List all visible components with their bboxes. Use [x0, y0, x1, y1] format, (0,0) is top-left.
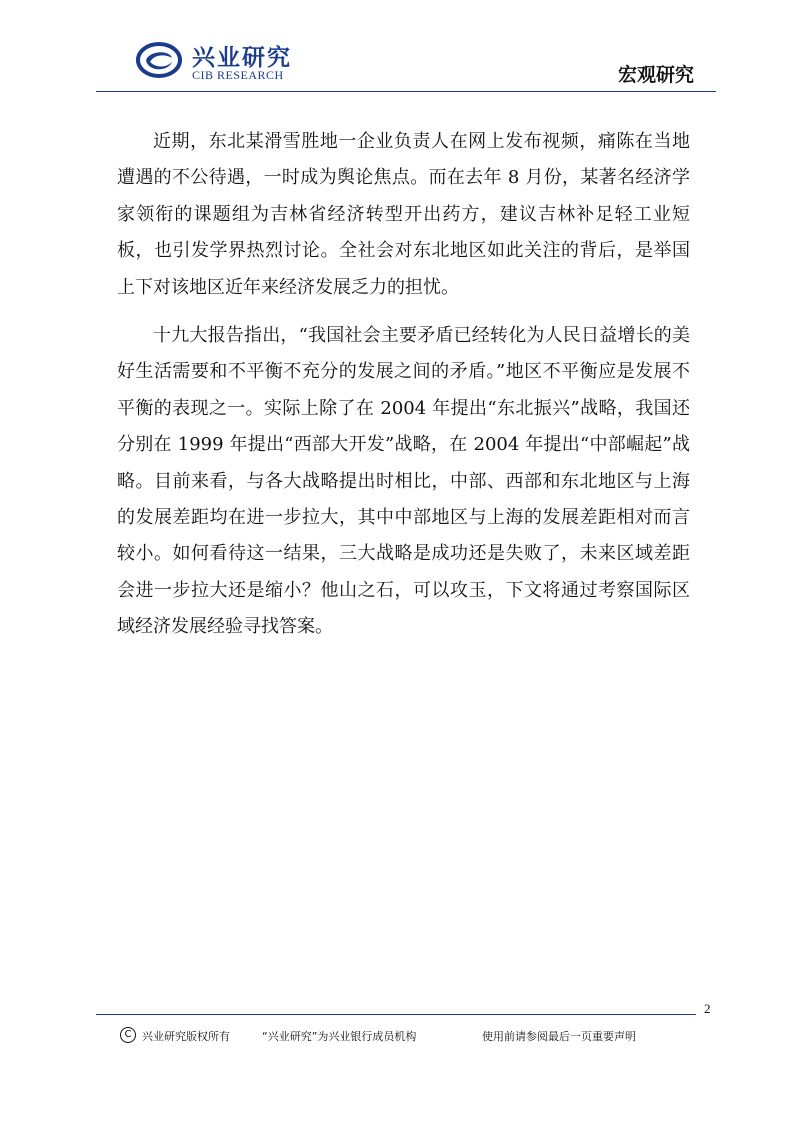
copyright-icon: C: [120, 1027, 136, 1043]
footer-affiliation: “兴业研究”为兴业银行成员机构: [262, 1030, 417, 1043]
page-number: 2: [704, 1001, 711, 1016]
cib-logo-icon: [136, 42, 182, 78]
paragraph-1: 近期，东北某滑雪胜地一企业负责人在网上发布视频，痛陈在当地遭遇的不公待遇，一时成为舆论焦点。而在去年 8 月份，某著名经济学家领衔的课题组为吉林省经济转型开出药方，建议吉林补足轻工业短板，也引发学界热烈讨论。全社会对东北地区如此关注的背后，是举国上下对该地区近年来经济发展乏力的担忧。: [117, 131, 690, 298]
section-title: 宏观研究: [617, 64, 694, 86]
header-divider: [96, 91, 716, 92]
footer-disclaimer: 使用前请参阅最后一页重要声明: [482, 1030, 636, 1043]
article-body: [117, 124, 690, 658]
paragraph-2: 十九大报告指出，“我国社会主要矛盾已经转化为人民日益增长的美好生活需要和不平衡不充分的发展之间的矛盾。”地区不平衡应是发展不平衡的表现之一。实际上除了在 2004 年提出“东北振兴”战略，我国还分别在 1999 年提出“西部大开发”战略，在 2004 年提出“中部崛起”战略。目前来看，与各大战略提出时相比，中部、西部和东北地区与上海的发展差距均在进一步拉大，其中中部地区与上海的发展差距相对而言较小。如何看待这一结果，三大战略是成功还是失败了，未来区域差距会进一步拉大还是缩小？他山之石，可以攻玉，下文将通过考察国际区域经济发展经验寻找答案。: [117, 325, 690, 638]
footer-copyright: 兴业研究版权所有: [142, 1030, 230, 1043]
page-header: [96, 30, 716, 92]
footer-divider: [96, 1014, 696, 1015]
logo-english-name: CIB RESEARCH: [192, 68, 284, 82]
logo-chinese-name: 兴业研究: [192, 45, 292, 71]
